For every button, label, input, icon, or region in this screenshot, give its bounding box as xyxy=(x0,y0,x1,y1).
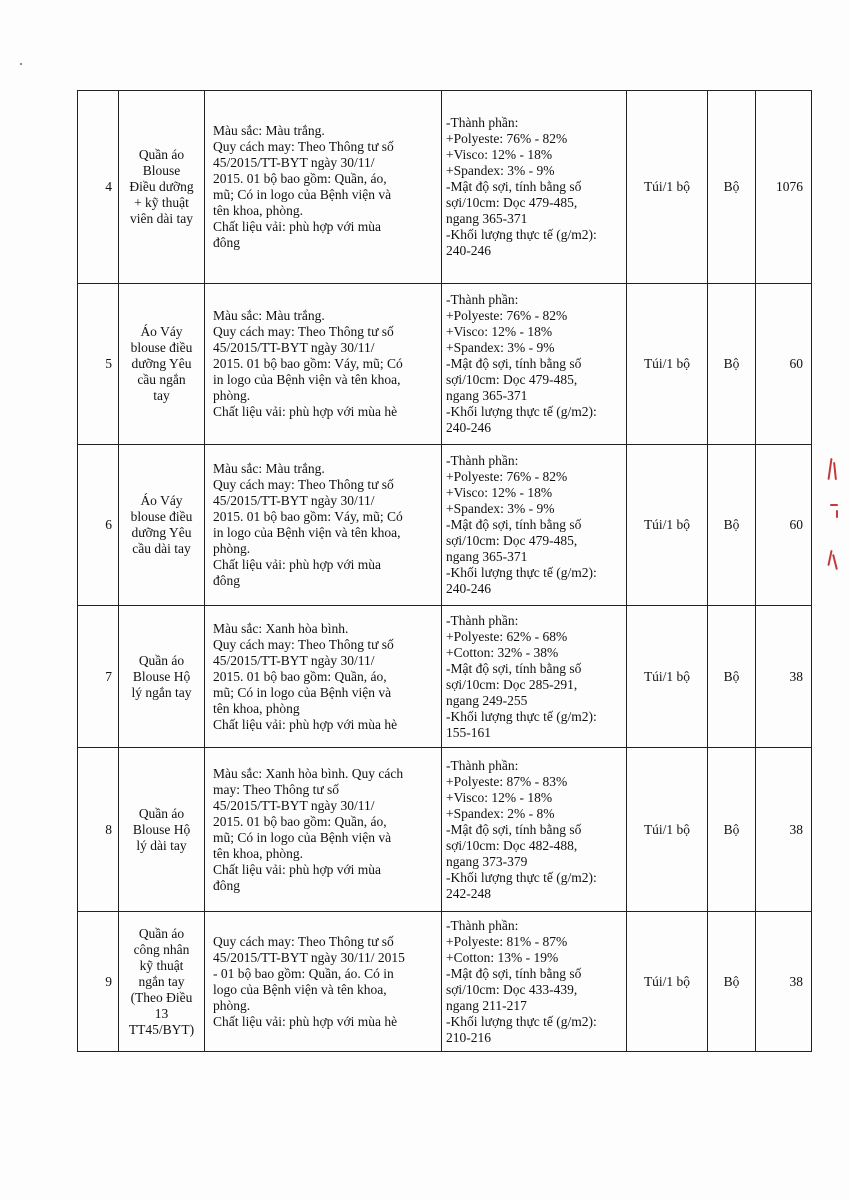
description-line: Quy cách may: Theo Thông tư số xyxy=(213,636,394,652)
product-name-line: + kỹ thuật xyxy=(134,195,189,210)
table-row xyxy=(78,91,812,284)
description-line: Chất liệu vải: phù hợp với mùa xyxy=(213,219,382,234)
description-cell xyxy=(205,91,442,284)
product-name-line: Blouse Hộ xyxy=(132,668,191,684)
packing-cell xyxy=(627,748,708,912)
description-cell xyxy=(205,445,442,606)
row-number: 6 xyxy=(105,517,112,532)
description-line: Chất liệu vải: phù hợp với mùa xyxy=(213,557,382,572)
packing-value: Túi/1 bộ xyxy=(643,179,691,194)
specification-line: +Polyeste: 76% - 82% xyxy=(446,131,568,146)
description-line: 45/2015/TT-BYT ngày 30/11/ xyxy=(213,155,375,170)
specification-line: sợi/10cm: Dọc 285-291, xyxy=(446,676,578,692)
description-line: 45/2015/TT-BYT ngày 30/11/ xyxy=(213,797,375,813)
description-line: 2015. 01 bộ bao gồm: Váy, mũ; Có xyxy=(213,509,403,524)
description-line: tên khoa, phòng xyxy=(213,700,300,716)
row-number-cell xyxy=(78,606,119,748)
description-line: tên khoa, phòng. xyxy=(213,203,303,218)
description-line: đông xyxy=(213,573,240,588)
product-name-cell xyxy=(119,445,205,606)
specification-line: ngang 365-371 xyxy=(446,549,528,564)
product-name-line: cầu dài tay xyxy=(132,541,191,556)
row-number: 9 xyxy=(105,973,112,989)
unit-value: Bộ xyxy=(723,821,740,837)
table-row xyxy=(78,912,812,1052)
specification-line: -Thành phần: xyxy=(446,453,519,468)
quantity-cell xyxy=(756,606,812,748)
description-line: - 01 bộ bao gồm: Quần, áo. Có in xyxy=(213,965,394,981)
description-line: Màu sắc: Màu trắng. xyxy=(213,123,325,138)
packing-cell xyxy=(627,606,708,748)
specification-line: -Khối lượng thực tế (g/m2): xyxy=(446,708,597,724)
description-line: Màu sắc: Xanh hòa bình. Quy cách xyxy=(213,765,404,781)
specification-line: 240-246 xyxy=(446,243,491,258)
description-line: may: Theo Thông tư số xyxy=(213,781,340,797)
description-line: 45/2015/TT-BYT ngày 30/11/ xyxy=(213,340,375,355)
product-name-cell xyxy=(119,284,205,445)
description-line: Màu sắc: Màu trắng. xyxy=(213,308,325,323)
description-line: Quy cách may: Theo Thông tư số xyxy=(213,324,394,339)
specification-line: ngang 365-371 xyxy=(446,388,528,403)
quantity-value: 38 xyxy=(789,821,803,837)
unit-cell xyxy=(708,91,756,284)
specification-line: ngang 211-217 xyxy=(446,997,527,1013)
product-name-line: Áo Váy xyxy=(140,324,183,339)
row-number: 4 xyxy=(105,179,112,194)
product-name-line: Áo Váy xyxy=(140,493,183,508)
product-name-cell xyxy=(119,91,205,284)
product-name-line: lý ngắn tay xyxy=(131,684,192,700)
product-name-line: ngắn tay xyxy=(138,973,185,989)
table-body xyxy=(78,91,812,1052)
description-line: in logo của Bệnh viện và tên khoa, xyxy=(213,525,401,540)
row-number-cell xyxy=(78,748,119,912)
description-cell xyxy=(205,284,442,445)
row-number: 8 xyxy=(105,821,112,837)
row-number-cell xyxy=(78,284,119,445)
product-name-line: kỹ thuật xyxy=(139,957,184,973)
specification-line: -Mật độ sợi, tính bằng số xyxy=(446,821,582,837)
row-number-cell xyxy=(78,912,119,1052)
quantity-value: 38 xyxy=(789,668,803,684)
specification-line: +Visco: 12% - 18% xyxy=(446,324,553,339)
quantity-value: 60 xyxy=(789,517,803,532)
unit-cell xyxy=(708,284,756,445)
specification-line: +Visco: 12% - 18% xyxy=(446,147,553,162)
product-name-line: dưỡng Yêu xyxy=(131,525,192,540)
description-line: Chất liệu vải: phù hợp với mùa hè xyxy=(213,404,398,419)
product-name-line: Blouse Hộ xyxy=(132,821,191,837)
unit-cell xyxy=(708,748,756,912)
paper-speck xyxy=(20,63,22,65)
description-line: 2015. 01 bộ bao gồm: Váy, mũ; Có xyxy=(213,356,403,371)
quantity-cell xyxy=(756,284,812,445)
specification-line: +Polyeste: 81% - 87% xyxy=(446,933,568,949)
product-name-line: Quần áo xyxy=(138,805,185,821)
quantity-value: 1076 xyxy=(776,179,803,194)
row-number: 5 xyxy=(105,356,112,371)
specification-line: 240-246 xyxy=(446,420,491,435)
description-line: phòng. xyxy=(213,997,251,1013)
specification-line: -Khối lượng thực tế (g/m2): xyxy=(446,1013,597,1029)
packing-cell xyxy=(627,284,708,445)
packing-value: Túi/1 bộ xyxy=(643,973,691,989)
description-line: 2015. 01 bộ bao gồm: Quần, áo, xyxy=(213,813,387,829)
specification-line: -Khối lượng thực tế (g/m2): xyxy=(446,565,597,580)
description-line: Quy cách may: Theo Thông tư số xyxy=(213,139,394,154)
description-line: tên khoa, phòng. xyxy=(213,845,303,861)
unit-cell xyxy=(708,912,756,1052)
specification-line: -Mật độ sợi, tính bằng số xyxy=(446,965,582,981)
product-name-cell xyxy=(119,606,205,748)
product-name-cell xyxy=(119,912,205,1052)
packing-cell xyxy=(627,91,708,284)
specification-line: -Thành phần: xyxy=(446,757,519,773)
product-name-line: viên dài tay xyxy=(130,211,193,226)
specification-cell xyxy=(442,91,627,284)
specification-line: +Spandex: 3% - 9% xyxy=(446,163,555,178)
specification-line: +Spandex: 3% - 9% xyxy=(446,340,555,355)
quantity-cell xyxy=(756,445,812,606)
packing-value: Túi/1 bộ xyxy=(643,668,691,684)
specification-line: -Thành phần: xyxy=(446,612,519,628)
specification-line: 210-216 xyxy=(446,1029,491,1045)
description-line: 45/2015/TT-BYT ngày 30/11/ 2015 xyxy=(213,949,405,965)
specification-cell xyxy=(442,912,627,1052)
unit-cell xyxy=(708,445,756,606)
unit-cell xyxy=(708,606,756,748)
specification-line: sợi/10cm: Dọc 479-485, xyxy=(446,372,578,387)
product-name-line: Quần áo xyxy=(138,652,185,668)
product-name-line: Quần áo xyxy=(138,925,185,941)
quantity-cell xyxy=(756,748,812,912)
description-cell xyxy=(205,748,442,912)
description-line: logo của Bệnh viện và tên khoa, xyxy=(213,981,387,997)
unit-value: Bộ xyxy=(723,973,740,989)
product-name-line: Blouse xyxy=(142,163,181,178)
product-name-line: lý dài tay xyxy=(136,837,187,853)
unit-value: Bộ xyxy=(723,668,740,684)
specification-line: +Cotton: 13% - 19% xyxy=(446,949,559,965)
specification-line: -Mật độ sợi, tính bằng số xyxy=(446,179,582,194)
table-row xyxy=(78,445,812,606)
description-line: 2015. 01 bộ bao gồm: Quần, áo, xyxy=(213,668,387,684)
packing-value: Túi/1 bộ xyxy=(643,821,691,837)
specification-line: +Spandex: 3% - 9% xyxy=(446,501,555,516)
product-name-line: TT45/BYT) xyxy=(128,1021,195,1037)
description-line: Quy cách may: Theo Thông tư số xyxy=(213,477,394,492)
row-number: 7 xyxy=(105,668,112,684)
product-name-line: 13 xyxy=(154,1005,169,1021)
specification-line: -Mật độ sợi, tính bằng số xyxy=(446,660,582,676)
description-line: 2015. 01 bộ bao gồm: Quần, áo, xyxy=(213,171,387,186)
specification-line: 155-161 xyxy=(446,724,491,740)
specification-line: -Khối lượng thực tế (g/m2): xyxy=(446,869,597,885)
product-name-line: Quần áo xyxy=(138,147,185,162)
packing-cell xyxy=(627,445,708,606)
description-line: Quy cách may: Theo Thông tư số xyxy=(213,933,394,949)
product-name-line: cầu ngắn xyxy=(137,372,186,387)
specification-line: -Thành phần: xyxy=(446,292,519,307)
table-row xyxy=(78,748,812,912)
description-line: mũ; Có in logo của Bệnh viện và xyxy=(213,684,392,700)
specification-line: -Mật độ sợi, tính bằng số xyxy=(446,517,582,532)
description-line: Màu sắc: Màu trắng. xyxy=(213,461,325,476)
specification-line: 240-246 xyxy=(446,581,491,596)
description-line: đông xyxy=(213,877,240,893)
specification-line: -Thành phần: xyxy=(446,115,519,130)
specification-line: -Khối lượng thực tế (g/m2): xyxy=(446,227,597,242)
specification-line: sợi/10cm: Dọc 479-485, xyxy=(446,195,578,210)
row-number-cell xyxy=(78,445,119,606)
product-spec-table xyxy=(77,90,812,1052)
specification-line: +Polyeste: 62% - 68% xyxy=(446,628,568,644)
specification-line: -Mật độ sợi, tính bằng số xyxy=(446,356,582,371)
red-stamp-mark xyxy=(826,458,842,578)
unit-value: Bộ xyxy=(723,179,740,194)
description-line: 45/2015/TT-BYT ngày 30/11/ xyxy=(213,493,375,508)
description-line: 45/2015/TT-BYT ngày 30/11/ xyxy=(213,652,375,668)
description-line: phòng. xyxy=(213,388,251,403)
table-row xyxy=(78,284,812,445)
product-name-line: (Theo Điều xyxy=(130,989,193,1005)
specification-cell xyxy=(442,284,627,445)
product-name-line: Điều dưỡng xyxy=(129,179,194,194)
specification-cell xyxy=(442,748,627,912)
specification-line: sợi/10cm: Dọc 479-485, xyxy=(446,533,578,548)
specification-line: +Polyeste: 87% - 83% xyxy=(446,773,568,789)
unit-value: Bộ xyxy=(723,356,740,371)
product-name-line: công nhân xyxy=(133,941,190,957)
description-line: Chất liệu vải: phù hợp với mùa xyxy=(213,861,382,877)
specification-line: sợi/10cm: Dọc 433-439, xyxy=(446,981,578,997)
description-line: mũ; Có in logo của Bệnh viện và xyxy=(213,187,392,202)
quantity-value: 60 xyxy=(789,356,803,371)
description-line: mũ; Có in logo của Bệnh viện và xyxy=(213,829,392,845)
table-row xyxy=(78,606,812,748)
product-name-line: blouse điều xyxy=(130,509,193,524)
quantity-cell xyxy=(756,912,812,1052)
specification-line: sợi/10cm: Dọc 482-488, xyxy=(446,837,578,853)
description-cell xyxy=(205,912,442,1052)
specification-line: +Cotton: 32% - 38% xyxy=(446,644,559,660)
product-name-line: dưỡng Yêu xyxy=(131,356,192,371)
specification-line: ngang 365-371 xyxy=(446,211,528,226)
description-line: đông xyxy=(213,235,240,250)
specification-line: 242-248 xyxy=(446,885,491,901)
product-name-line: tay xyxy=(153,388,170,403)
description-line: Màu sắc: Xanh hòa bình. xyxy=(213,620,349,636)
description-line: Chất liệu vải: phù hợp với mùa hè xyxy=(213,716,398,732)
specification-line: -Thành phần: xyxy=(446,917,519,933)
specification-line: +Polyeste: 76% - 82% xyxy=(446,469,568,484)
product-name-cell xyxy=(119,748,205,912)
product-name-line: blouse điều xyxy=(130,340,193,355)
packing-value: Túi/1 bộ xyxy=(643,517,691,532)
specification-line: ngang 373-379 xyxy=(446,853,528,869)
row-number-cell xyxy=(78,91,119,284)
specification-line: +Polyeste: 76% - 82% xyxy=(446,308,568,323)
quantity-cell xyxy=(756,91,812,284)
specification-line: ngang 249-255 xyxy=(446,692,528,708)
specification-line: +Visco: 12% - 18% xyxy=(446,789,553,805)
packing-value: Túi/1 bộ xyxy=(643,356,691,371)
description-cell xyxy=(205,606,442,748)
description-line: phòng. xyxy=(213,541,251,556)
quantity-value: 38 xyxy=(789,973,803,989)
description-line: Chất liệu vải: phù hợp với mùa hè xyxy=(213,1013,398,1029)
unit-value: Bộ xyxy=(723,517,740,532)
description-line: in logo của Bệnh viện và tên khoa, xyxy=(213,372,401,387)
specification-cell xyxy=(442,606,627,748)
packing-cell xyxy=(627,912,708,1052)
specification-line: -Khối lượng thực tế (g/m2): xyxy=(446,404,597,419)
specification-cell xyxy=(442,445,627,606)
specification-line: +Spandex: 2% - 8% xyxy=(446,805,555,821)
specification-line: +Visco: 12% - 18% xyxy=(446,485,553,500)
